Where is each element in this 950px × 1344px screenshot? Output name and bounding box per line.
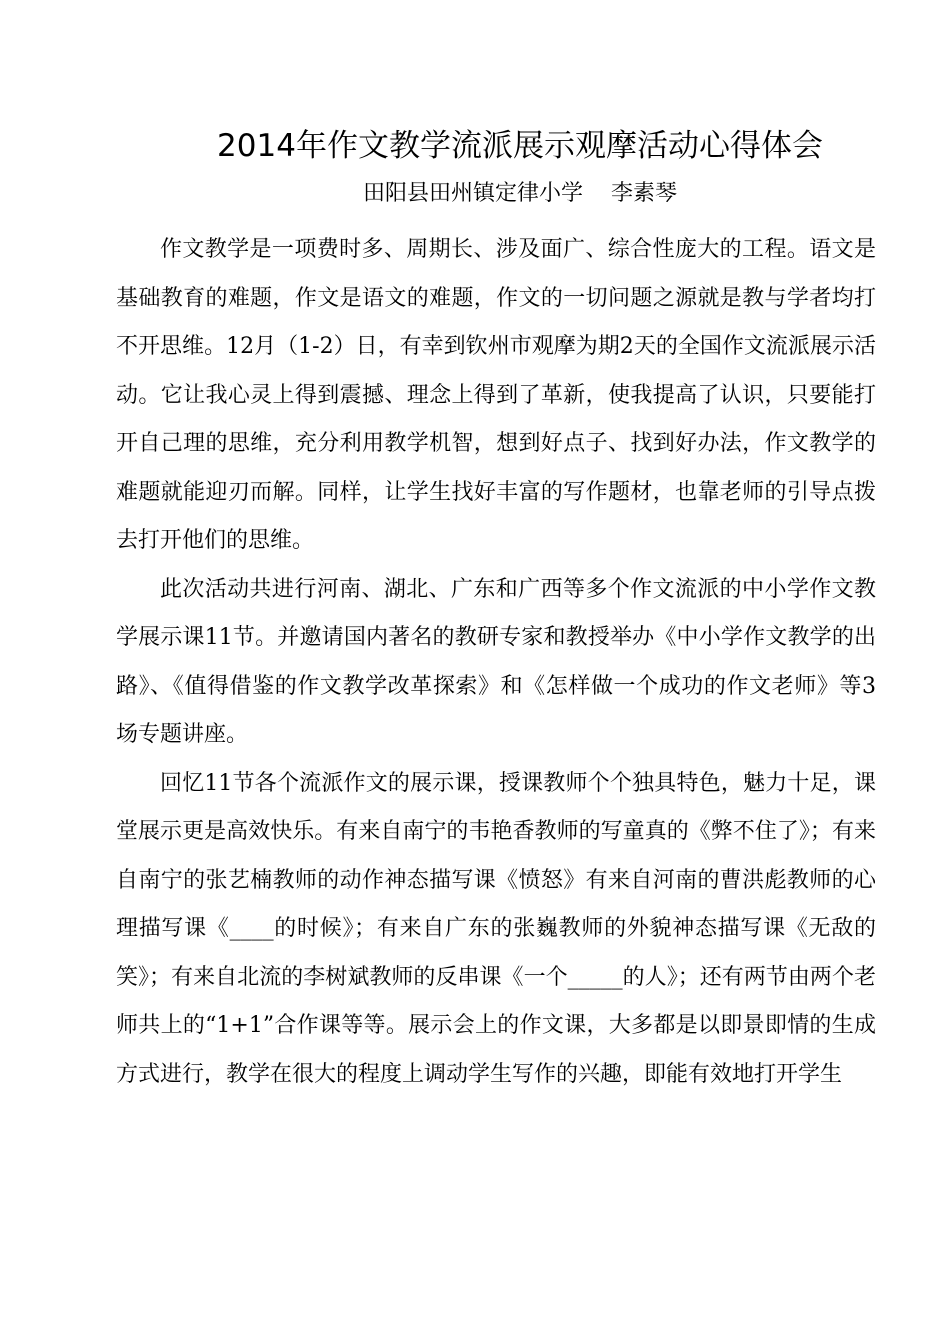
paragraph-1: 作文教学是一项费时多、周期长、涉及面广、综合性庞大的工程。语文是基础教育的难题，作文是语文的难题，作文的一切问题之源就是教与学者均打不开思维。12月（1-2）日，有幸到钦州市观摩为期2天的全国作文流派展示活动。它让我心灵上得到震撼、理念上得到了革新，使我提高了认识，只要能打开自己理的思维，充分利用教学机智，想到好点子、找到好办法，作文教学的难题就能迎刃而解。同样，让学生找好丰富的写作题材，也靠老师的引导点拨去打开他们的思维。 — [116, 237, 876, 553]
document-title: 2014年作文教学流派展示观摩活动心得体会 — [217, 128, 823, 164]
document-body — [116, 226, 876, 1099]
author-line: 田阳县田州镇定律小学 李素琴 — [363, 181, 677, 206]
paragraph-3: 回忆11节各个流派作文的展示课，授课教师个个独具特色，魅力十足，课堂展示更是高效快乐。有来自南宁的韦艳香教师的写童真的《弊不住了》；有来自南宁的张艺楠教师的动作神态描写课《愤怒》有来自河南的曹洪彪教师的心理描写课《____的时候》；有来自广东的张巍教师的外貌神态描写课《无敌的笑》；有来自北流的李树斌教师的反串课《一个_____的人》；还有两节由两个老师共上的“1+1”合作课等等。展示会上的作文课，大多都是以即景即情的生成方式进行，教学在很大的程度上调动学生写作的兴趣，即能有效地打开学生 — [116, 770, 876, 1087]
paragraph-2: 此次活动共进行河南、湖北、广东和广西等多个作文流派的中小学作文教学展示课11节。并邀请国内著名的教研专家和教授举办《中小学作文教学的出路》、《值得借鉴的作文教学改革探索》和《怎样做一个成功的作文老师》等3场专题讲座。 — [116, 576, 876, 747]
